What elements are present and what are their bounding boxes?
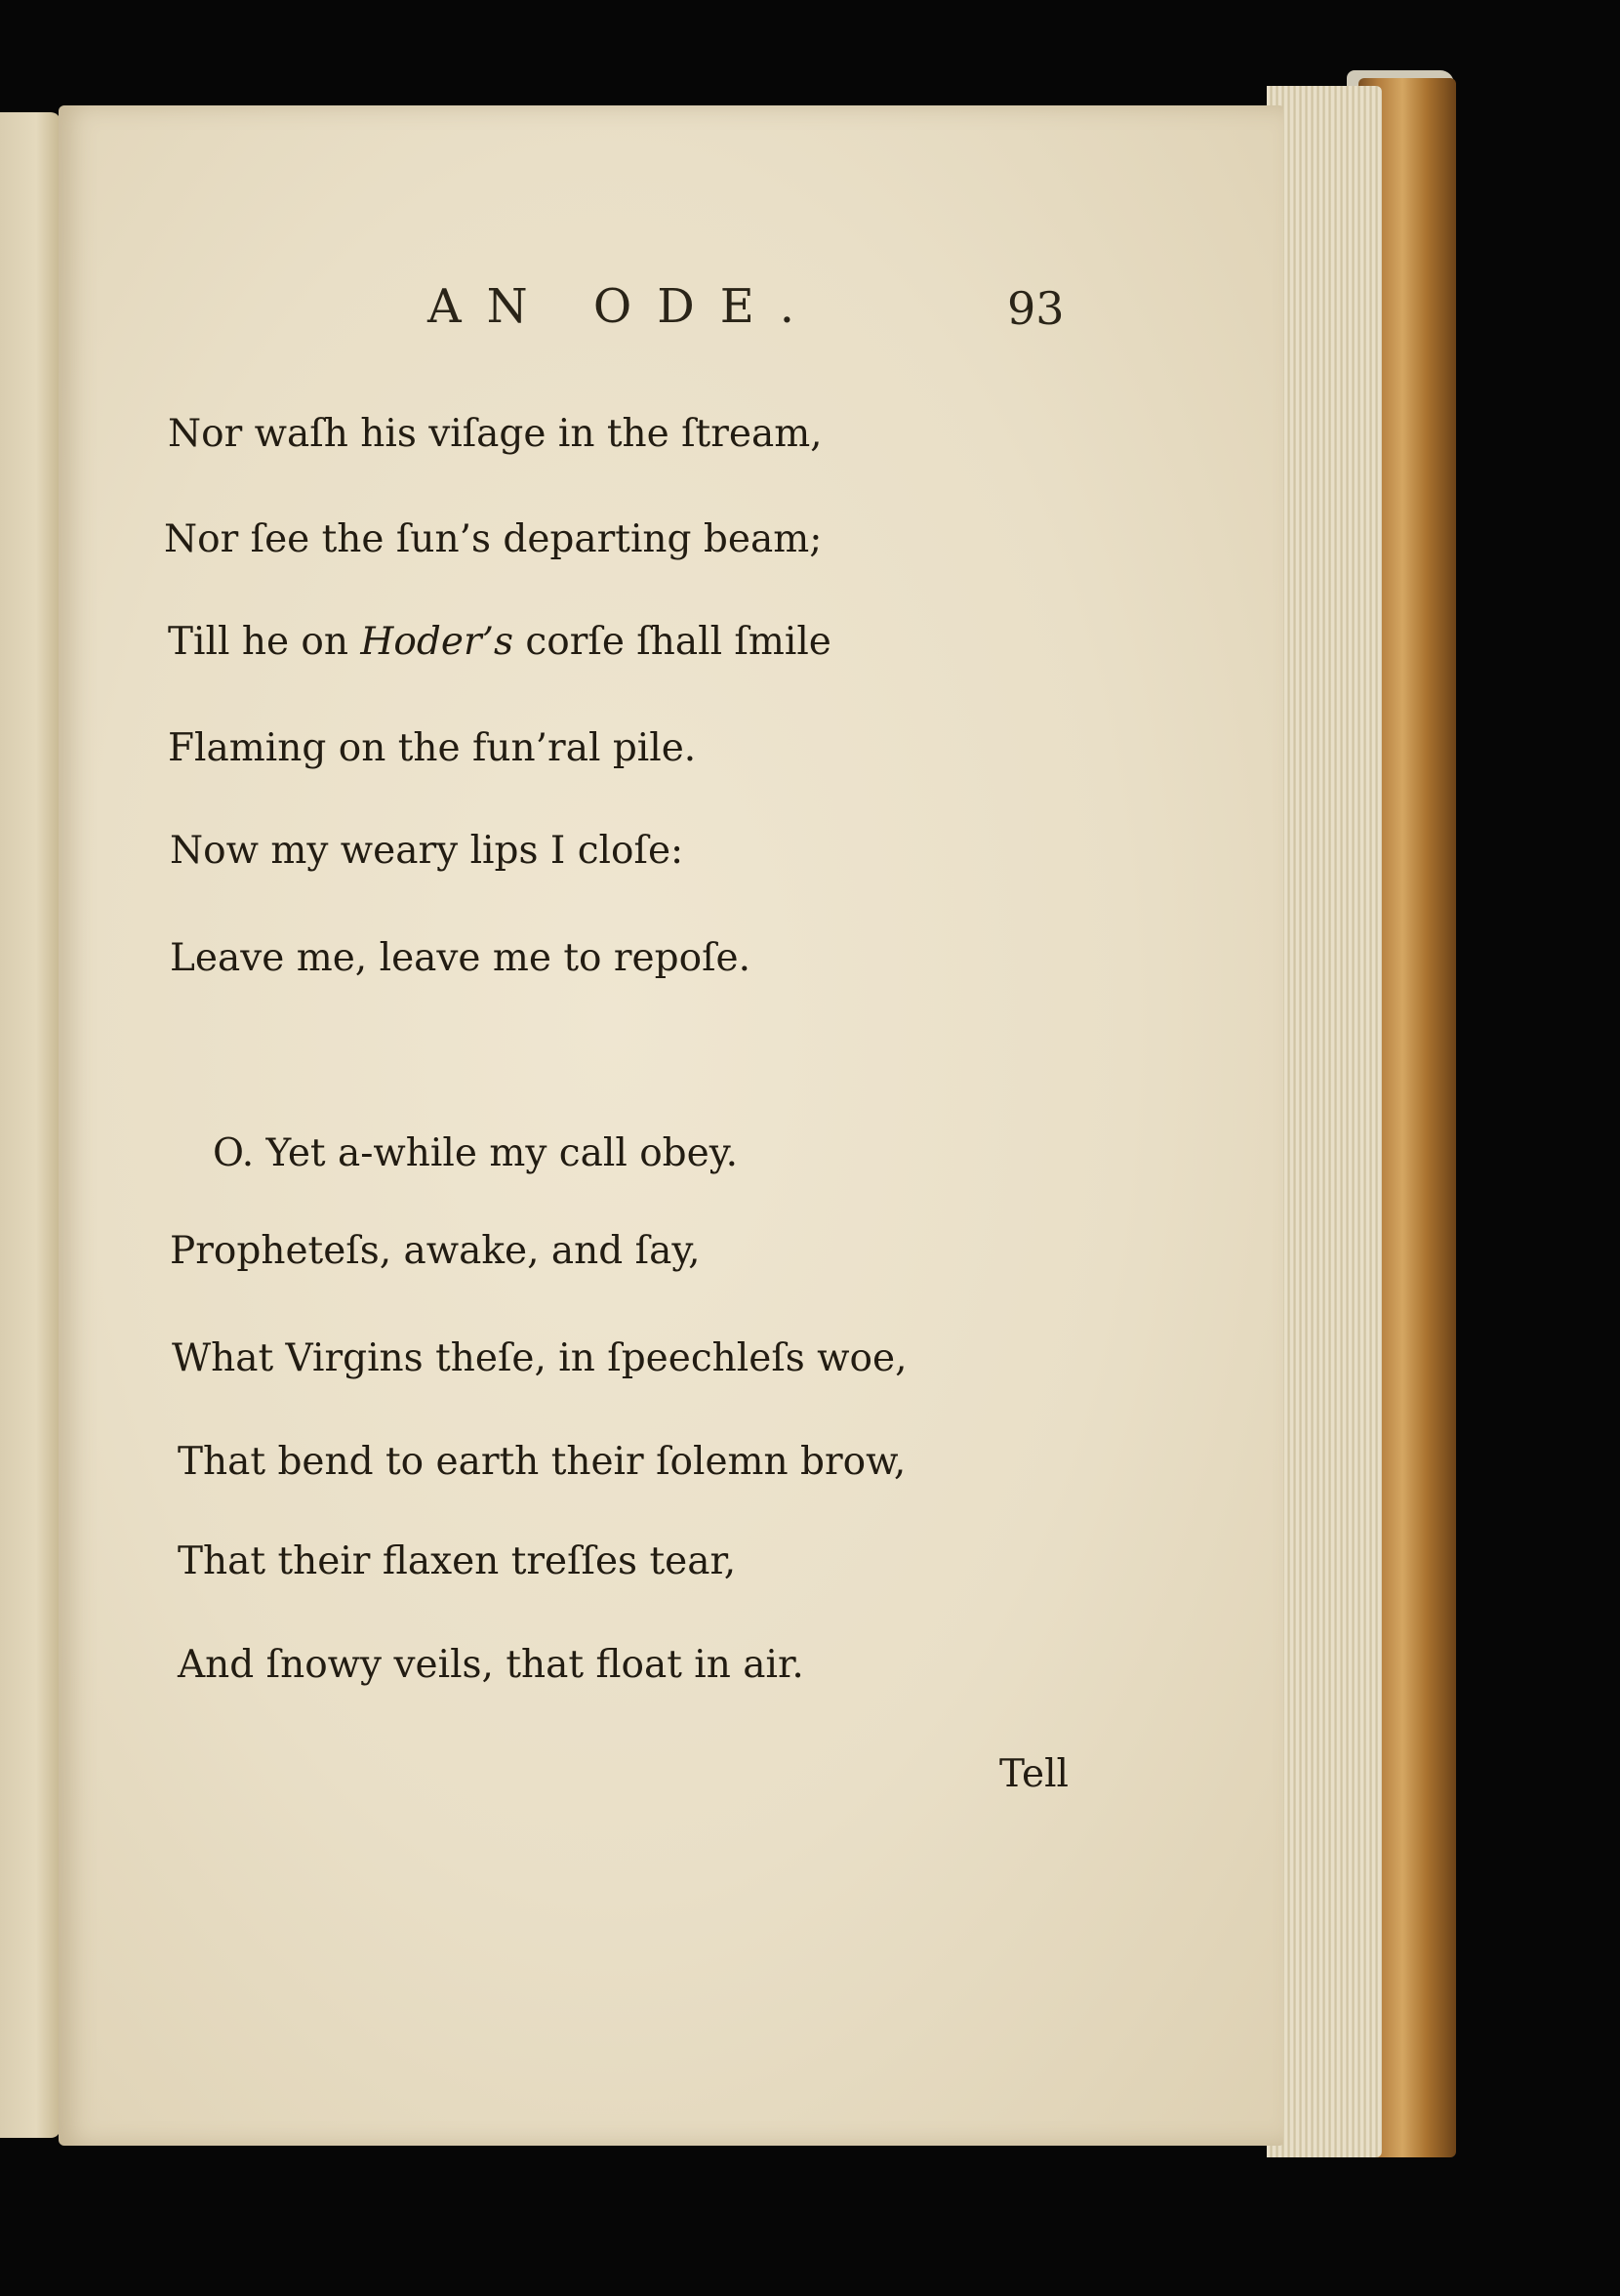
verse-line: O. Yet a-while my call obey.: [213, 1131, 738, 1175]
verse-line: Nor waſh his viſage in the ſtream,: [168, 412, 823, 456]
previous-page-edge: [0, 112, 61, 2138]
verse-line: That their flaxen treſſes tear,: [178, 1539, 737, 1583]
running-head: AN ODE.: [427, 279, 821, 334]
page-edges: [1267, 86, 1382, 2157]
verse-line: [168, 620, 831, 664]
verse-line: Flaming on the fun’ral pile.: [168, 726, 697, 770]
verse-text: corſe ſhall ſmile: [513, 620, 831, 664]
verse-line: What Virgins theſe, in ſpeechleſs woe,: [172, 1336, 908, 1380]
verse-line: Propheteſs, awake, and ſay,: [170, 1229, 701, 1273]
page-number: 93: [1007, 282, 1065, 335]
catchword: Tell: [999, 1752, 1070, 1796]
verse-line: Now my weary lips I cloſe:: [170, 829, 684, 873]
verse-line: And ſnowy veils, that float in air.: [178, 1643, 804, 1687]
verse-line: Nor ſee the ſun’s departing beam;: [164, 517, 823, 561]
verse-italic-name: Hoder’s: [360, 620, 514, 664]
verse-line: That bend to earth their ſolemn brow,: [178, 1440, 907, 1484]
verse-line: Leave me, leave me to repoſe.: [170, 936, 750, 980]
verse-text: Till he on: [168, 620, 361, 664]
